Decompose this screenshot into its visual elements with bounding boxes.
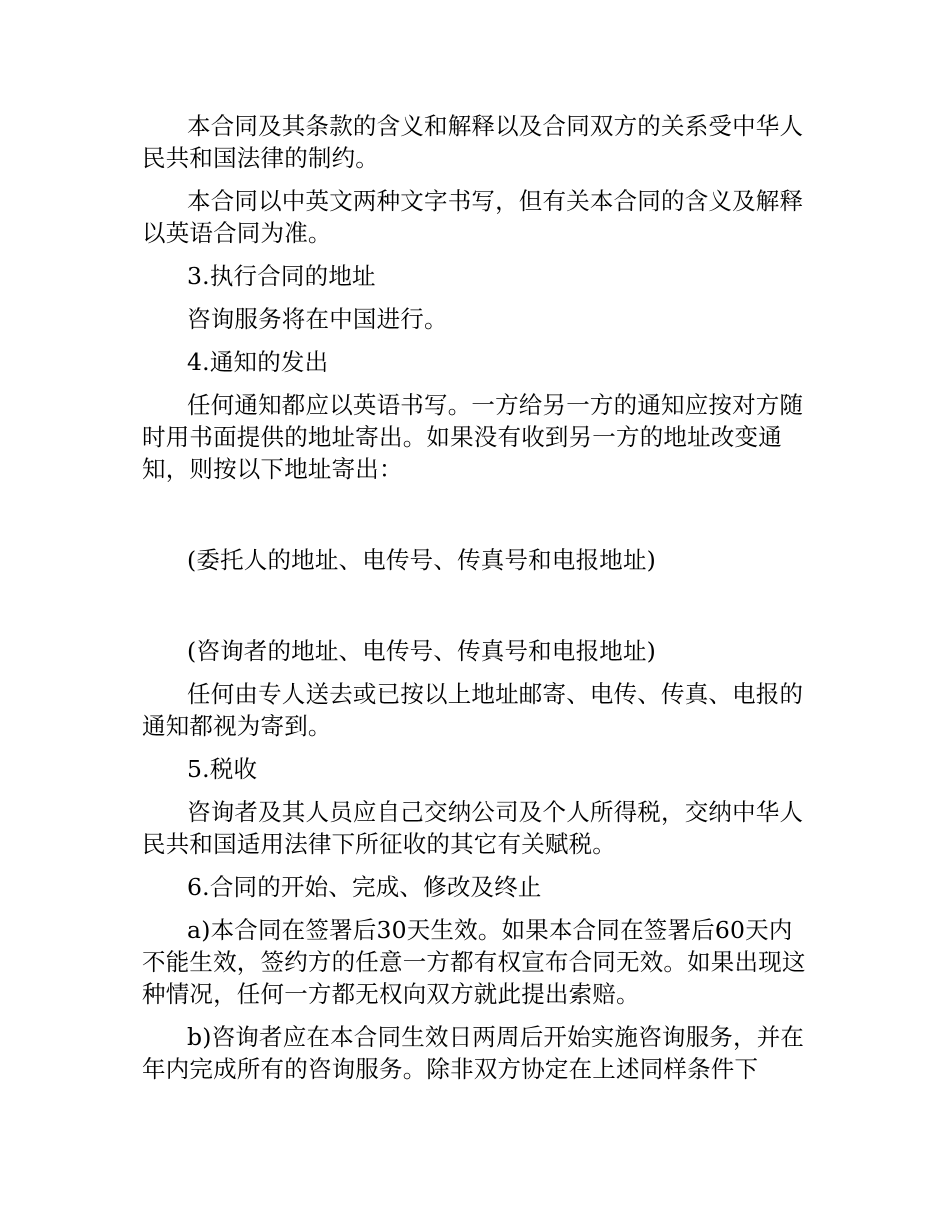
section-heading-3: 3.执行合同的地址 [187, 262, 376, 290]
paragraph-taxes: 咨询者及其人员应自己交纳公司及个人所得税，交纳中华人民共和国适用法律下所征收的其它有关赋税。 [142, 798, 804, 858]
client-address-placeholder: (委托人的地址、电传号、传真号和电报地址) [187, 546, 657, 574]
consultant-address-placeholder: (咨询者的地址、电传号、传真号和电报地址) [187, 637, 657, 665]
paragraph-effectiveness: a)本合同在签署后30天生效。如果本合同在签署后60天内不能生效，签约方的任意一方都有权宣布合同无效。如果出现这种情况，任何一方都无权向双方就此提出索赔。 [142, 916, 806, 1008]
paragraph-governing-law: 本合同及其条款的含义和解释以及合同双方的关系受中华人民共和国法律的制约。 [142, 112, 804, 172]
section-heading-5: 5.税收 [187, 755, 258, 783]
paragraph-delivery: 任何由专人送去或已按以上地址邮寄、电传、传真、电报的通知都视为寄到。 [142, 680, 804, 740]
paragraph-notices: 任何通知都应以英语书写。一方给另一方的通知应按对方随时用书面提供的地址寄出。如果没有收到另一方的地址改变通知，则按以下地址寄出： [142, 391, 804, 483]
paragraph-commencement: b)咨询者应在本合同生效日两周后开始实施咨询服务，并在年内完成所有的咨询服务。除非双方协定在上述同样条件下 [142, 1023, 805, 1083]
section-heading-4: 4.通知的发出 [187, 348, 329, 376]
paragraph-language: 本合同以中英文两种文字书写，但有关本合同的含义及解释以英语合同为准。 [142, 187, 804, 247]
document-page [142, 110, 812, 1085]
section-heading-6: 6.合同的开始、完成、修改及终止 [187, 873, 542, 901]
paragraph-location: 咨询服务将在中国进行。 [187, 305, 448, 333]
